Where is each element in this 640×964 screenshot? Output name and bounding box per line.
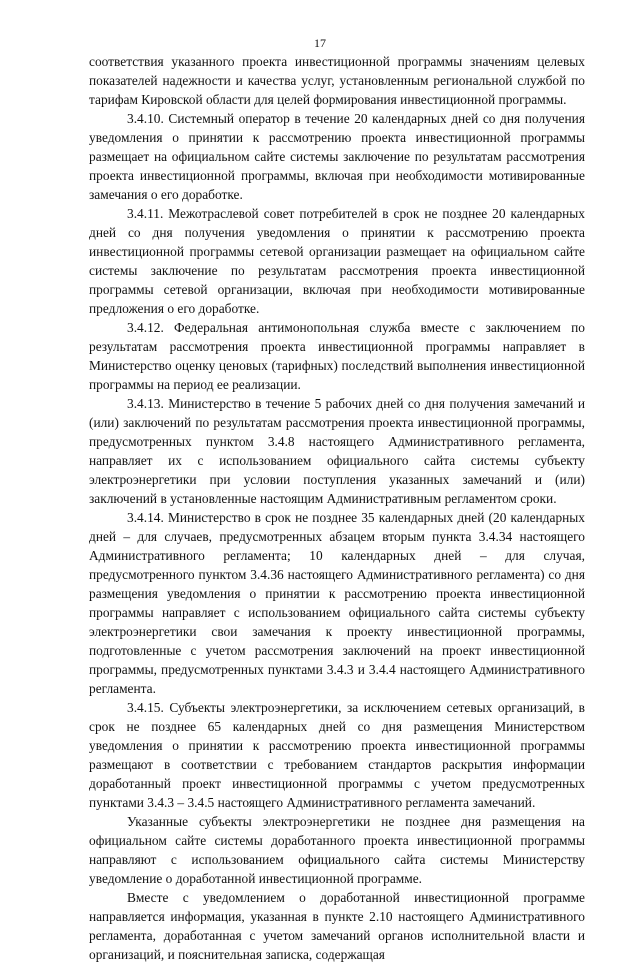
document-body	[89, 52, 585, 964]
paragraph-3-4-13: 3.4.13. Министерство в течение 5 рабочих дней со дня получения замечаний и (или) заключений по результатам рассмотрения проекта инвестиционной программы, предусмотренных пунктом 3.4.8 настоящего Административного регламента, направляет их с использованием официального сайта системы субъекту электроэнергетики при условии поступления указанных замечаний и (или) заключений в установленные настоящим Административным регламентом сроки.	[89, 396, 585, 506]
paragraph-3-4-11: 3.4.11. Межотраслевой совет потребителей в срок не позднее 20 календарных дней со дня получения уведомления о принятии к рассмотрению проекта инвестиционной программы сетевой организации размещает на официальном сайте системы заключение по результатам рассмотрения проекта инвестиционной программы сетевой организации, включая при необходимости мотивированные предложения о его доработке.	[89, 206, 585, 316]
page-number: 17	[314, 36, 326, 50]
paragraph-3-4-15: 3.4.15. Субъекты электроэнергетики, за исключением сетевых организаций, в срок не позднее 65 календарных дней со дня размещения Министерством уведомления о принятии к рассмотрению проекта инвестиционной программы размещают в соответствии с требованием стандартов раскрытия информации доработанный проект инвестиционной программы с учетом предусмотренных пунктами 3.4.3 – 3.4.5 настоящего Административного регламента замечаний.	[89, 700, 585, 810]
paragraph-continuation: соответствия указанного проекта инвестиционной программы значениям целевых показателей надежности и качества услуг, установленным региональной службой по тарифам Кировской области для целей формирования инвестиционной программы.	[89, 54, 585, 107]
paragraph-attachment: Вместе с уведомлением о доработанной инвестиционной программе направляется информация, указанная в пункте 2.10 настоящего Административного регламента, доработанная с учетом замечаний органов исполнительной власти и организаций, и пояснительная записка, содержащая	[89, 890, 585, 962]
paragraph-3-4-14: 3.4.14. Министерство в срок не позднее 35 календарных дней (20 календарных дней – для случаев, предусмотренных абзацем вторым пункта 3.4.34 настоящего Административного регламента; 10 календарных дней – для случая, предусмотренного пунктом 3.4.36 настоящего Административного регламента) со дня размещения уведомления о принятии к рассмотрению проекта инвестиционной программы направляет с использованием официального сайта системы субъекту электроэнергетики свои замечания к проекту инвестиционной программы, подготовленные с учетом рассмотрения заключений на проект инвестиционной программы, предусмотренных пунктами 3.4.3 и 3.4.4 настоящего Административного регламента.	[89, 510, 585, 696]
paragraph-3-4-12: 3.4.12. Федеральная антимонопольная служба вместе с заключением по результатам рассмотрения проекта инвестиционной программы направляет в Министерство оценку ценовых (тарифных) последствий выполнения инвестиционной программы на период ее реализации.	[89, 320, 585, 392]
paragraph-notification: Указанные субъекты электроэнергетики не позднее дня размещения на официальном сайте системы доработанного проекта инвестиционной программы направляют с использованием официального сайта системы Министерству уведомление о доработанной инвестиционной программе.	[89, 814, 585, 886]
paragraph-3-4-10: 3.4.10. Системный оператор в течение 20 календарных дней со дня получения уведомления о принятии к рассмотрению проекта инвестиционной программы размещает на официальном сайте системы заключение по результатам рассмотрения проекта инвестиционной программы, включая при необходимости мотивированные замечания о его доработке.	[89, 111, 585, 202]
